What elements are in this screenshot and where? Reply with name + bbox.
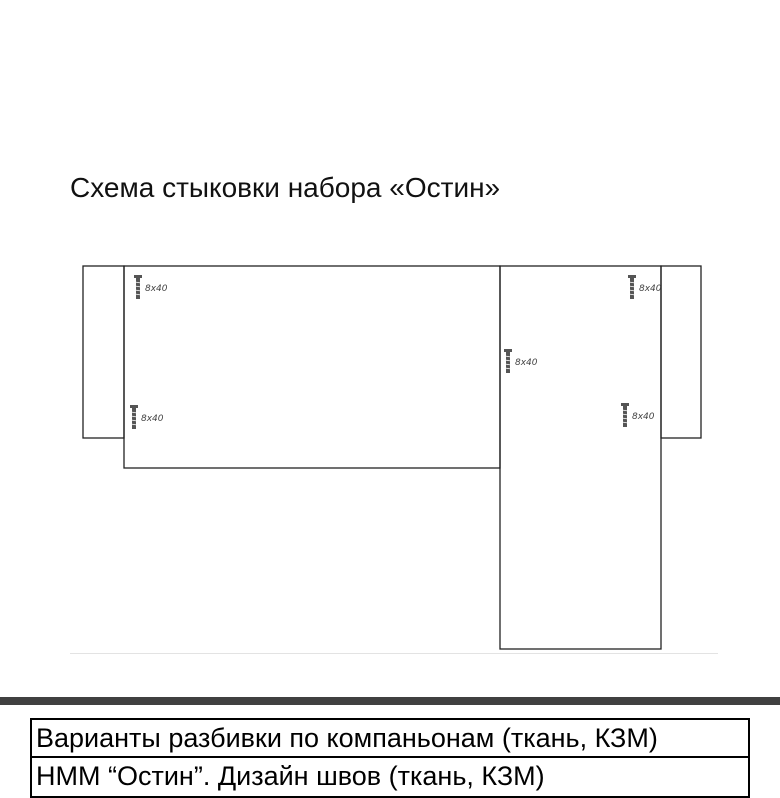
left-armrest-outline [83,266,124,438]
screw-icon [628,275,636,299]
diagram-title: Схема стыковки набора «Остин» [70,172,501,203]
variants-table [30,718,750,798]
screw-icon [621,403,629,427]
main-section-outline [124,266,500,468]
screw-icon [504,349,512,373]
section-separator-band [0,697,780,705]
screw-label: 8х40 [145,284,168,294]
screw-label: 8х40 [515,358,538,368]
table-row: Варианты разбивки по компаньонам (ткань, КЗМ) [30,718,750,758]
screw-label: 8х40 [639,284,662,294]
screw-label: 8х40 [632,412,655,422]
table-row: НММ “Остин”. Дизайн швов (ткань, КЗМ) [30,758,750,798]
screw-icon [130,405,138,429]
right-armrest-outline [661,266,701,438]
chaise-section-outline [500,266,661,649]
divider-line [70,653,718,654]
screw-label: 8х40 [141,414,164,424]
screw-icon [134,275,142,299]
